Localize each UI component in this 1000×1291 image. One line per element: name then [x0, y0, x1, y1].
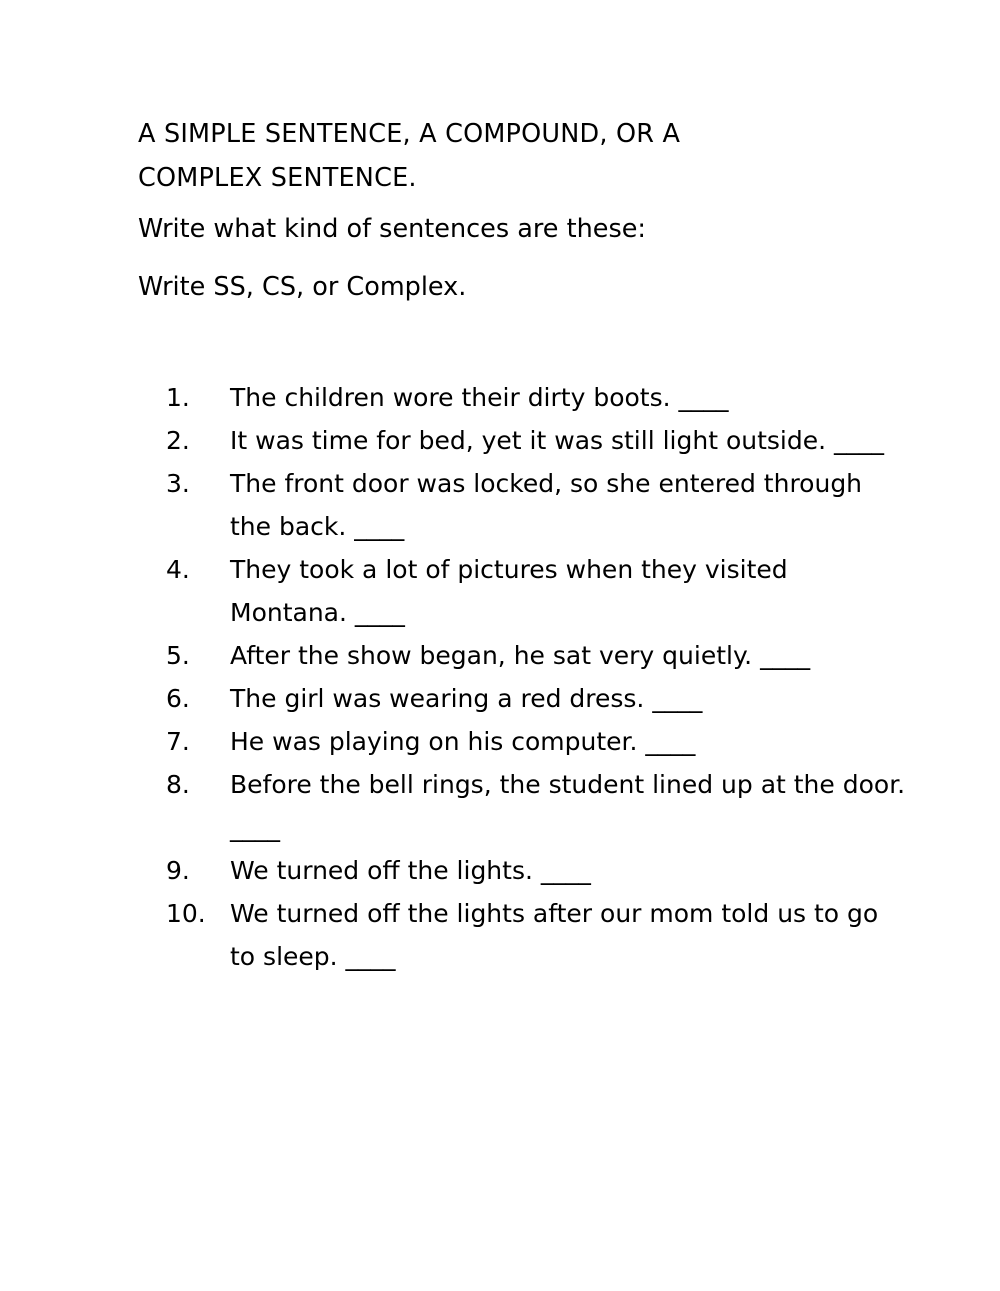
list-item-number: 8. — [166, 770, 190, 799]
list-item-text: It was time for bed, yet it was still light outside. ____ — [230, 426, 885, 455]
list-item-number: 10. — [166, 899, 206, 928]
instruction-line-2: Write SS, CS, or Complex. — [138, 272, 467, 302]
list-item — [138, 376, 910, 419]
list-item-number: 7. — [166, 727, 190, 756]
page-title — [138, 112, 778, 200]
list-item — [138, 419, 910, 462]
list-item-text: We turned off the lights after our mom told us to go to sleep. ____ — [230, 899, 879, 971]
page-title-line-1: A SIMPLE SENTENCE, A COMPOUND, OR A — [138, 119, 681, 149]
list-item-text: Before the bell rings, the student lined up at the door. ____ — [230, 770, 906, 842]
list-item-number: 3. — [166, 469, 190, 498]
list-item — [138, 720, 910, 763]
list-item-number: 4. — [166, 555, 190, 584]
instruction-line-1: Write what kind of sentences are these: — [138, 214, 647, 244]
list-item — [138, 548, 910, 634]
list-item — [138, 763, 910, 849]
list-item — [138, 849, 910, 892]
list-item — [138, 634, 910, 677]
list-item-text: After the show began, he sat very quietly. ____ — [230, 641, 811, 670]
list-item-number: 6. — [166, 684, 190, 713]
list-item-text: The front door was locked, so she entered through the back. ____ — [230, 469, 863, 541]
list-item — [138, 677, 910, 720]
list-item — [138, 892, 910, 978]
worksheet-content — [138, 112, 906, 978]
list-item-number: 1. — [166, 383, 190, 412]
list-item-text: He was playing on his computer. ____ — [230, 727, 696, 756]
list-item-text: The girl was wearing a red dress. ____ — [230, 684, 703, 713]
list-item-number: 5. — [166, 641, 190, 670]
page-title-line-2: COMPLEX SENTENCE. — [138, 163, 417, 193]
list-item-number: 2. — [166, 426, 190, 455]
sentence-list — [138, 376, 906, 978]
list-item-text: They took a lot of pictures when they visited Montana. ____ — [230, 555, 788, 627]
spacer — [138, 316, 868, 376]
list-item-number: 9. — [166, 856, 190, 885]
list-item-text: We turned off the lights. ____ — [230, 856, 591, 885]
list-item — [138, 462, 910, 548]
list-item-text: The children wore their dirty boots. ____ — [230, 383, 729, 412]
